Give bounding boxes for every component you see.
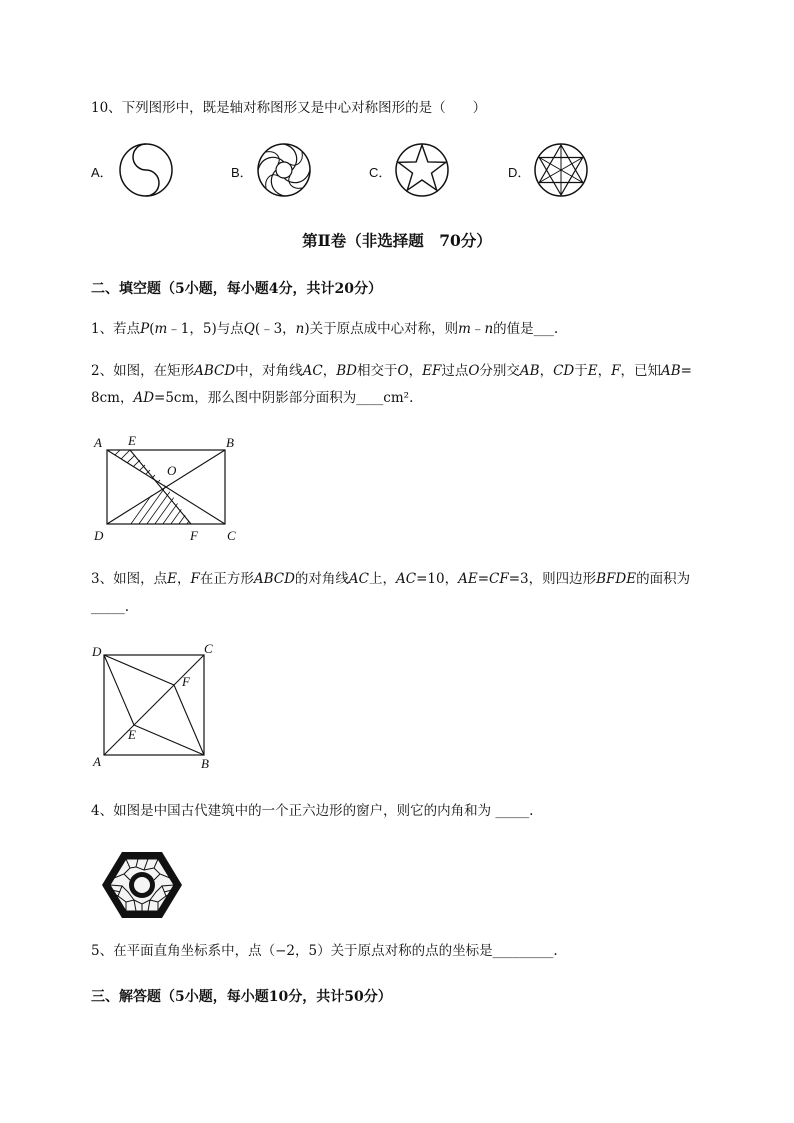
point-f-label: F	[182, 674, 190, 689]
point-a-label: A	[94, 435, 102, 450]
hexagon-window-icon	[100, 850, 184, 920]
fill-q2-line2: 8cm，AD=5cm，那么图中阴影部分面积为____cm².	[91, 390, 414, 406]
q10-option-d-label: D．	[508, 165, 531, 180]
point-c-label: C	[227, 528, 236, 543]
q10-stem: 10、下列图形中，既是轴对称图形又是中心对称图形的是（ ）	[91, 100, 487, 116]
fill-q2-line1: 2、如图，在矩形ABCD中，对角线AC，BD相交于O，EF过点O分别交AB，CD于E，F，已知AB=	[91, 363, 692, 379]
fill-q5: 5、在平面直角坐标系中，点（−2，5）关于原点对称的点的坐标是_________.	[91, 943, 558, 959]
point-b-label: B	[226, 435, 234, 450]
point-d-label: D	[92, 644, 102, 659]
q10-option-b-label: B．	[231, 165, 253, 180]
part-2-title: 第Ⅱ卷（非选择题 70分）	[302, 231, 492, 250]
point-e-label: E	[128, 433, 136, 448]
rectangle-figure	[88, 432, 248, 544]
swirl-icon	[256, 142, 312, 198]
q10-option-a-label: A．	[91, 165, 113, 180]
fill-q1: 1、若点P(m﹣1，5)与点Q(﹣3，n)关于原点成中心对称，则m﹣n的值是___.	[91, 321, 559, 337]
point-o-label: O	[167, 463, 177, 478]
point-d-label: D	[94, 528, 104, 543]
yin-yang-icon	[118, 142, 174, 198]
section-2-heading: 二、填空题（5小题，每小题4分，共计20分）	[91, 281, 382, 297]
square-figure	[88, 640, 223, 775]
section-3-heading: 三、解答题（5小题，每小题10分，共计50分）	[91, 989, 392, 1005]
point-c-label: C	[204, 641, 213, 656]
fill-q3-line1: 3、如图，点E，F在正方形ABCD的对角线AC上，AC=10，AE=CF=3，则四边形BFDE的面积为	[91, 571, 691, 587]
star-of-david-flower-icon	[533, 142, 589, 198]
fill-q4: 4、如图是中国古代建筑中的一个正六边形的窗户，则它的内角和为 _____.	[91, 803, 534, 819]
point-f-label: F	[190, 528, 198, 543]
point-a-label: A	[93, 754, 101, 769]
star-in-circle-icon	[394, 142, 450, 198]
point-b-label: B	[201, 756, 209, 771]
point-e-label: E	[128, 727, 136, 742]
q10-option-c-label: C．	[369, 165, 392, 180]
fill-q3-line2: _____.	[91, 599, 130, 615]
